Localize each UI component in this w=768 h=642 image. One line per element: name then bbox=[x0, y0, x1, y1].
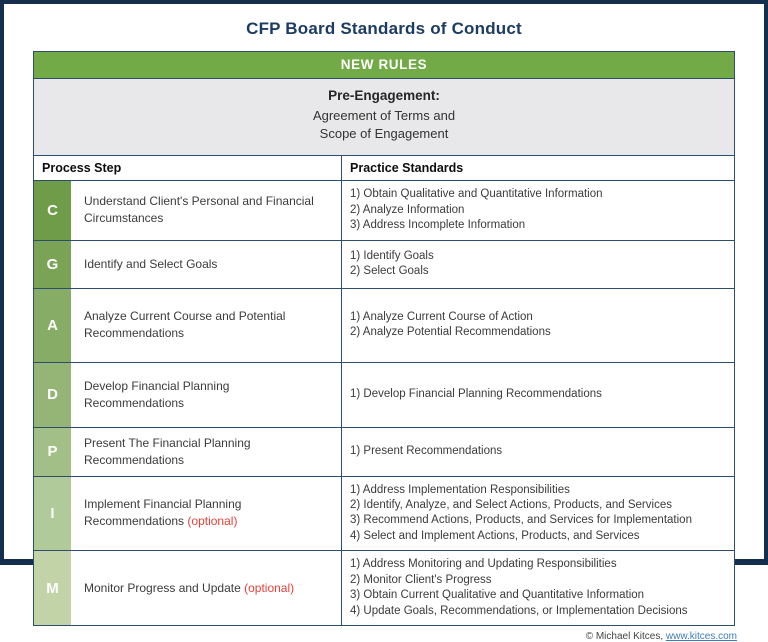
optional-label: (optional) bbox=[187, 514, 238, 529]
practice-standards-cell bbox=[342, 477, 734, 551]
standard-line: 4) Update Goals, Recommendations, or Implementation Decisions bbox=[350, 604, 688, 617]
standard-line: 1) Obtain Qualitative and Quantitative Information bbox=[350, 188, 603, 201]
process-letter-badge: C bbox=[34, 181, 71, 239]
practice-standards-cell bbox=[342, 428, 734, 476]
standard-line: 3) Recommend Actions, Products, and Services for Implementation bbox=[350, 514, 692, 527]
process-letter-badge: D bbox=[34, 363, 71, 427]
standard-line: 1) Analyze Current Course of Action bbox=[350, 310, 533, 323]
process-step-text: Understand Client's Personal and Financial Circumstances bbox=[84, 194, 314, 226]
process-step-cell bbox=[71, 551, 342, 625]
practice-standards-cell bbox=[342, 289, 734, 362]
kitces-link[interactable]: www.kitces.com bbox=[665, 630, 737, 642]
process-letter-badge: M bbox=[34, 551, 71, 625]
process-letter-badge: I bbox=[34, 477, 71, 551]
standard-line: 4) Select and Implement Actions, Products, and Services bbox=[350, 529, 640, 542]
practice-standards-cell bbox=[342, 241, 734, 288]
standard-line: 1) Address Implementation Responsibilities bbox=[350, 483, 570, 496]
pre-engagement-section bbox=[34, 79, 734, 156]
standard-line: 2) Analyze Information bbox=[350, 203, 465, 216]
standard-line: 2) Select Goals bbox=[350, 265, 429, 278]
standard-line: 1) Develop Financial Planning Recommendations bbox=[350, 387, 602, 400]
standard-line: 1) Address Monitoring and Updating Responsibilities bbox=[350, 558, 617, 571]
standards-table bbox=[33, 51, 735, 626]
process-letter-badge: A bbox=[34, 289, 71, 362]
standard-line: 1) Present Recommendations bbox=[350, 444, 503, 457]
standard-line: 3) Obtain Current Qualitative and Quantitative Information bbox=[350, 589, 645, 602]
practice-standards-cell bbox=[342, 363, 734, 427]
standard-line: 3) Address Incomplete Information bbox=[350, 219, 526, 232]
table-row bbox=[34, 428, 734, 477]
attribution-footer bbox=[4, 631, 737, 642]
standard-line: 2) Analyze Potential Recommendations bbox=[350, 326, 551, 339]
process-step-text: Implement Financial Planning Recommendations bbox=[84, 497, 242, 529]
process-letter-badge: G bbox=[34, 241, 71, 288]
practice-standards-cell bbox=[342, 181, 734, 239]
table-row bbox=[34, 181, 734, 240]
standard-line: 2) Monitor Client's Progress bbox=[350, 573, 492, 586]
column-header-process-step: Process Step bbox=[34, 156, 342, 180]
new-rules-banner: NEW RULES bbox=[34, 52, 734, 79]
process-step-text: Present The Financial Planning Recommendations bbox=[84, 435, 251, 467]
process-step-cell bbox=[71, 477, 342, 551]
process-step-cell bbox=[71, 181, 342, 239]
column-header-practice-standards: Practice Standards bbox=[350, 161, 464, 176]
table-row bbox=[34, 289, 734, 363]
copyright-text: © Michael Kitces, bbox=[585, 630, 666, 642]
pre-engagement-line-1: Agreement of Terms and bbox=[312, 108, 456, 123]
table-row bbox=[34, 241, 734, 289]
optional-label: (optional) bbox=[244, 580, 295, 595]
process-step-text: Monitor Progress and Update bbox=[84, 580, 241, 595]
table-header-row bbox=[34, 156, 734, 181]
process-letter-badge: P bbox=[34, 428, 71, 476]
pre-engagement-line-2: Scope of Engagement bbox=[319, 126, 449, 142]
standard-line: 1) Identify Goals bbox=[350, 249, 434, 262]
process-step-cell bbox=[71, 241, 342, 288]
process-step-text: Identify and Select Goals bbox=[84, 256, 218, 271]
pre-engagement-heading: Pre-Engagement: bbox=[328, 88, 440, 103]
table-row bbox=[34, 477, 734, 552]
practice-standards-cell bbox=[342, 551, 734, 625]
process-step-text: Analyze Current Course and Potential Recommendations bbox=[84, 309, 286, 341]
process-step-cell bbox=[71, 428, 342, 476]
process-step-cell bbox=[71, 289, 342, 362]
process-step-text: Develop Financial Planning Recommendations bbox=[84, 378, 230, 410]
standard-line: 2) Identify, Analyze, and Select Actions, Products, and Services bbox=[350, 499, 672, 512]
page-title: CFP Board Standards of Conduct bbox=[246, 19, 522, 38]
table-row bbox=[34, 551, 734, 625]
process-step-cell bbox=[71, 363, 342, 427]
table-row bbox=[34, 363, 734, 428]
